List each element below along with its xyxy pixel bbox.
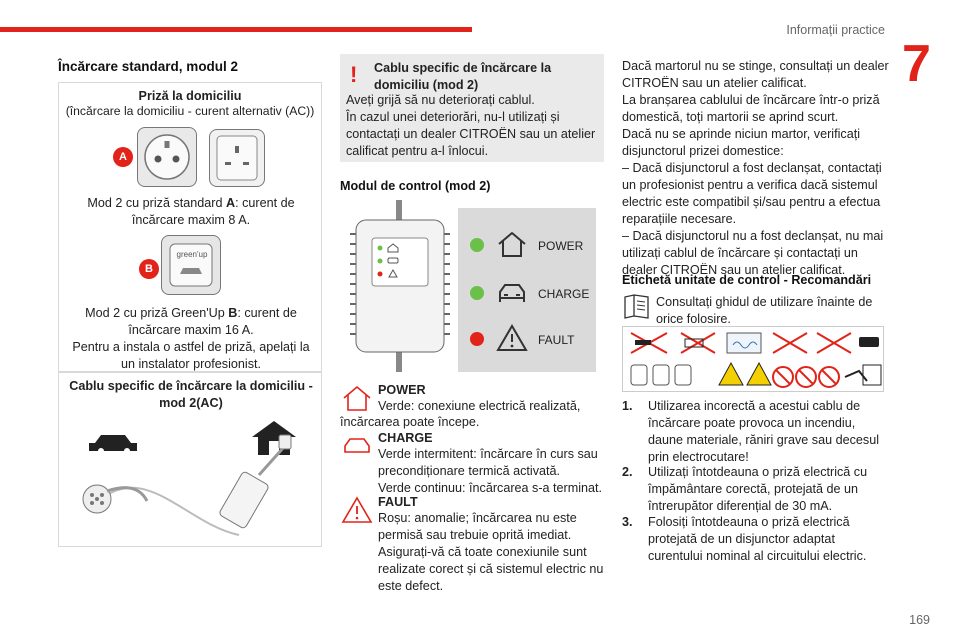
caption-b-installer: Pentru a instala o astfel de priză, apelați la un instalator profesionist. <box>72 340 310 371</box>
home-charging-cable-image <box>79 415 309 543</box>
legend-fault-label: FAULT <box>538 333 575 347</box>
warning-title: Cablu specific de încărcare la domiciliu (mod 2) <box>374 61 552 92</box>
control-unit-label-image <box>622 326 884 392</box>
uk-socket-image <box>209 129 265 187</box>
top-accent-bar <box>0 27 472 32</box>
french-socket-icon <box>138 128 196 186</box>
caption-a: Mod 2 cu priză standard A: curent de încărcare maxim 8 A. <box>87 196 295 227</box>
greenup-socket-icon <box>162 236 220 294</box>
warning-triangle-icon <box>496 324 528 352</box>
power-led <box>470 238 484 252</box>
car-icon <box>496 278 528 306</box>
module-title: Modul de control (mod 2) <box>340 179 491 193</box>
badge-a: A <box>113 147 133 167</box>
label-title: Etichetă unitate de control - Recomandări <box>622 273 872 287</box>
section-title: Încărcare standard, modul 2 <box>58 59 239 74</box>
warning-box <box>340 54 604 162</box>
manual-book-icon <box>622 292 652 320</box>
socket-b-image <box>161 235 221 295</box>
power-house-icon <box>340 384 374 412</box>
charge-label: CHARGE <box>378 431 433 445</box>
power-text-2: încărcarea poate începe. <box>340 415 480 429</box>
warning-body: Aveți grijă să nu deteriorați cablul. În cazul unei deteriorări, nu-l utilizați și contactați un dealer CITROËN sau un atelier calificat pentru a-l înlocui. <box>346 93 596 158</box>
header-title: Informații practice <box>786 23 885 37</box>
safety-pictograms <box>623 327 885 393</box>
cable-box <box>58 372 322 547</box>
fault-led <box>470 332 484 346</box>
house-icon <box>496 230 528 258</box>
cable-box-title: Cablu specific de încărcare la domiciliu - mod 2(AC) <box>69 379 313 410</box>
socket-box-subtitle: (încărcare la domiciliu - curent alternativ (AC)) <box>65 104 315 118</box>
legend-charge-label: CHARGE <box>538 287 590 301</box>
socket-a-image <box>137 127 197 187</box>
badge-b: B <box>139 259 159 279</box>
caption-b: Mod 2 cu priză Green'Up B: curent de încărcare maxim 16 A. Pentru a instala o astfel de priză, apelați la un instalator profesionist. <box>72 306 310 371</box>
power-label: POWER <box>378 383 426 397</box>
intro-text: Dacă martorul nu se stinge, consultați un dealer CITROËN sau un atelier calificat. La branșarea cablului de încărcare într-o priză domestică, toți martorii se aprind scurt. Dacă nu se aprinde niciun martor, verificați disjunctorul prizei domestice: – Dacă disjunctorul a fost declanșat, contactați un profesionist pentru a verifica dacă sistemul electric este compatibil și/sau pentru a efectua reparațiile necesare. – Dacă disjunctorul nu a fost declanșat, nu mai utilizați cablul de încărcare și contactați un dealer CITROËN sau un atelier calificat. <box>622 59 889 277</box>
control-module-image <box>350 200 450 372</box>
legend-power-label: POWER <box>538 239 584 253</box>
page-number: 169 <box>909 613 930 627</box>
socket-box <box>58 82 322 372</box>
charge-led <box>470 286 484 300</box>
power-text-1: Verde: conexiune electrică realizată, <box>378 399 581 413</box>
chapter-number: 7 <box>902 35 931 93</box>
warning-exclamation-icon: ! <box>350 62 358 87</box>
charge-text: Verde intermitent: încărcare în curs sau precondiționare termică activată. Verde continuu: încărcarea s-a terminat. <box>378 447 603 495</box>
socket-b-label: green'up <box>176 250 208 259</box>
socket-box-title: Priză la domiciliu <box>138 89 242 103</box>
car-icon <box>89 435 137 454</box>
guide-note: Consultați ghidul de utilizare înainte de orice folosire. <box>656 295 873 326</box>
module-legend-panel <box>458 208 596 372</box>
fault-text: Roșu: anomalie; încărcarea nu este permisă sau trebuie oprită imediat. Asigurați-vă că toate conexiunile sunt realizate corect și că sistemul electric nu este defect. <box>378 511 604 593</box>
fault-label: FAULT <box>378 495 418 509</box>
uk-socket-icon <box>210 130 264 186</box>
